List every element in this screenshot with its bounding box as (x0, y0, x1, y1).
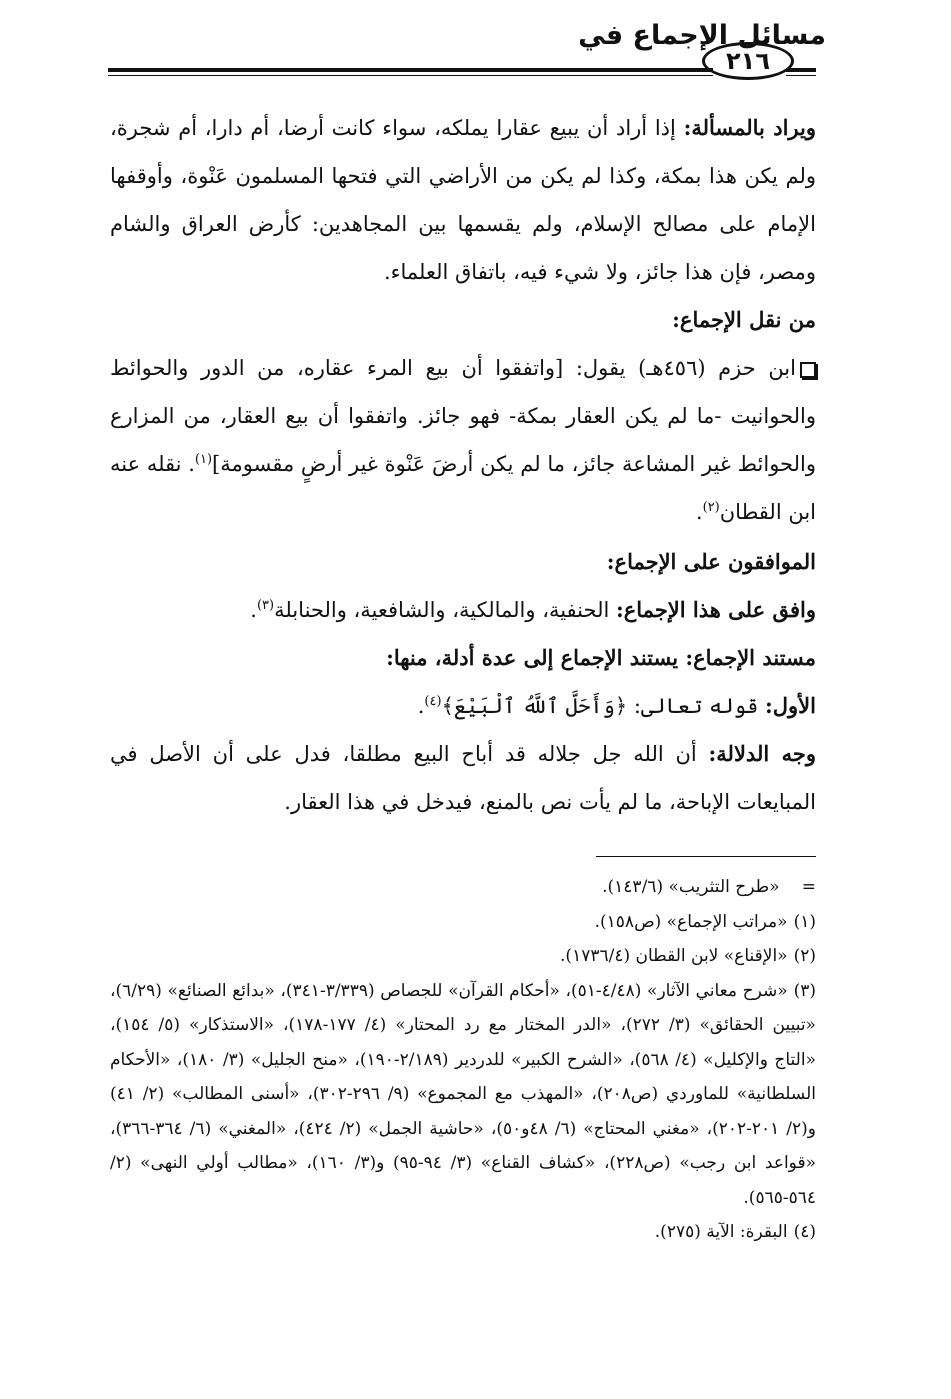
definition-text: إذا أراد أن يبيع عقارا يملكه، سواء كانت أرضا، أم دارا، أم شجرة، ولم يكن هذا بمكة، وكذا لم يكن من الأراضي التي فتحها المسلمون عَنْوة، وأوقفها الإمام على مصالح الإسلام، ولم يقسمها بين المجاهدين: كأرض العراق والشام ومصر، فإن هذا جائز، ولا شيء فيه، باتفاق العلماء. (110, 116, 816, 284)
heading-basis: مستند الإجماع: يستند الإجماع إلى عدة أدلة، منها: (386, 645, 816, 670)
main-text (110, 104, 816, 826)
footnote-3 (110, 974, 816, 1216)
footnote-3-number: (٣) (793, 980, 817, 1001)
footnote-1-text: «مراتب الإجماع» (ص١٥٨). (594, 911, 788, 932)
paragraph-definition (110, 104, 816, 296)
paragraph-inference (110, 730, 816, 826)
continuation-text: «طرح التثريب» (١٤٣/٦). (602, 877, 780, 897)
header-rule-thick-right (786, 68, 816, 72)
heading-agreeing: الموافقون على الإجماع: (606, 549, 816, 574)
footnote-2-text: «الإقناع» لابن القطان (١٧٣٦/٤). (560, 946, 788, 966)
heading-transmitters: من نقل الإجماع: (672, 307, 816, 332)
ibn-hazm-tail: . نقله عنه ابن القطان (110, 452, 816, 524)
square-bullet-icon (800, 362, 816, 378)
ibn-hazm-end: . (695, 500, 703, 524)
footnote-1-number: (١) (793, 911, 816, 932)
agreeing-lead: وافق على هذا الإجماع: (616, 597, 816, 622)
footnote-4-number: (٤) (793, 1222, 816, 1242)
agreeing-end: . (250, 598, 257, 622)
definition-lead: ويراد بالمسألة: (683, 115, 816, 140)
first-proof-text: قوله تعالى: ﴿وَأَحَلَّ ٱللَّهُ ٱلْبَيْعَ﴾ (441, 694, 766, 718)
inference-text: أن الله جل جلاله قد أباح البيع مطلقا، فدل على أن الأصل في المبايعات الإباحة، ما لم يأت نص بالمنع، فيدخل في هذا العقار. (110, 742, 816, 814)
footnote-continuation (110, 870, 816, 905)
header-rule-thin-right (786, 75, 816, 76)
footnotes (110, 870, 816, 1250)
footnote-3-text: «شرح معاني الآثار» (٤/٤٨-٥١)، «أحكام القرآن» للجصاص (٣/٣٣٩-٣٤١)، «بدائع الصنائع» (٦/٢٩)، «تبيين الحقائق» (٣/ ٢٧٢)، «الدر المختار مع رد المحتار» (٤/ ١٧٧-١٧٨)، «الاستذكار» (٥/ ١٥٤)، «التاج والإكليل» (٤/ ٥٦٨)، «الشرح الكبير» للدردير (٢/١٨٩-١٩٠)، «منح الجليل» (٣/ ١٨٠)، «الأحكام السلطانية» للماوردي (ص٢٠٨)، «المهذب مع المجموع» (٩/ ٢٩٦-٣٠٢)، «أسنى المطالب» (٢/ ٤١) و(٢/ ٢٠١-٢٠٢)، «مغني المحتاج» (٦/ ٤٨و٥٠)، «حاشية الجمل» (٢/ ٤٢٤)، «المغني» (٦/ ٣٦٤-٣٦٦)، «قواعد ابن رجب» (ص٢٢٨)، «كشاف القناع» (٣/ ٩٤-٩٥) و(٣/ ١٦٠)، «مطالب أولي النهى» (٢/ ٥٦٤-٥٦٥). (110, 980, 817, 1208)
paragraph-first-proof (110, 682, 816, 730)
footnote-ref-2: (٢) (702, 500, 720, 515)
footnote-ref-1: (١) (194, 452, 213, 467)
footnote-ref-4: (٤) (424, 694, 442, 709)
footnote-ref-3: (٣) (256, 598, 275, 613)
header-rule-thin (108, 75, 713, 76)
paragraph-agreeing (110, 586, 816, 634)
footnote-4 (110, 1215, 816, 1250)
footnote-2-number: (٢) (793, 946, 816, 966)
agreeing-text: الحنفية، والمالكية، والشافعية، والحنابلة (274, 598, 616, 622)
inference-lead: وجه الدلالة: (708, 741, 816, 766)
footnote-2 (110, 939, 816, 974)
continuation-mark: = (801, 877, 816, 897)
paragraph-ibn-hazm (110, 344, 816, 536)
ibn-hazm-quote: ابن حزم (٤٥٦هـ) يقول: [واتفقوا أن بيع المرء عقاره، من الدور والحوائط والحوانيت -ما لم يكن العقار بمكة- فهو جائز. واتفقوا أن بيع العقار، من المزارع والحوائط غير المشاعة جائز، ما لم يكن أرضَ عَنْوة غير أرضٍ مقسومة] (110, 356, 816, 476)
first-proof-lead: الأول: (765, 693, 816, 718)
footnote-separator (596, 856, 816, 857)
first-proof-end: . (417, 694, 425, 718)
page-number: ٢١٦ (702, 42, 794, 80)
footnote-4-text: البقرة: الآية (٢٧٥). (654, 1222, 788, 1242)
footnote-1 (110, 905, 816, 940)
header-rule-thick (108, 68, 713, 72)
running-header-title: مسائل الإجماع في (578, 20, 826, 51)
